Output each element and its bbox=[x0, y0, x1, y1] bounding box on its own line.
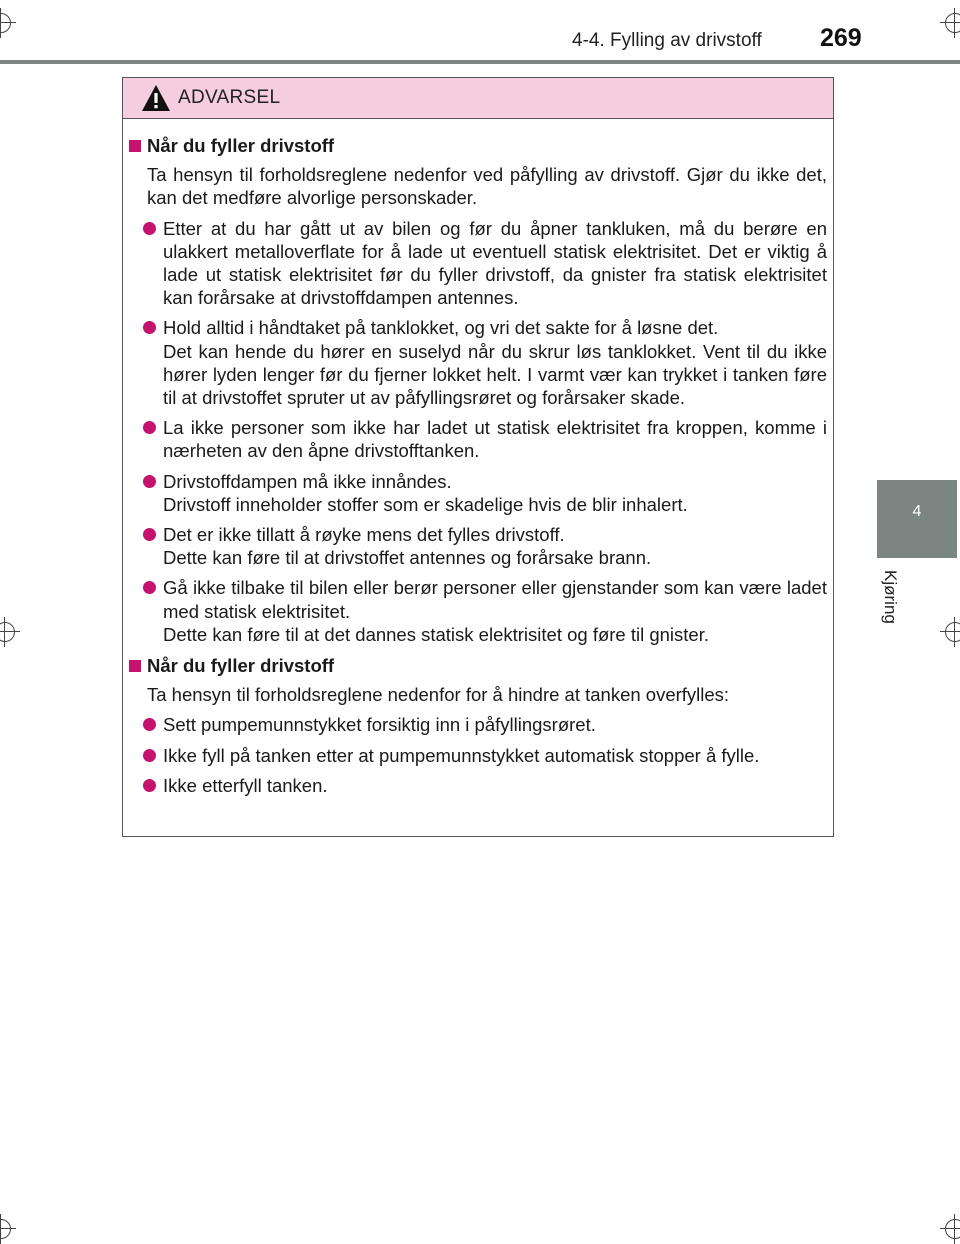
section-heading: Når du fyller drivstoff bbox=[129, 654, 827, 677]
crop-mark-bottom-right bbox=[940, 1214, 960, 1244]
crop-mark-top-right bbox=[940, 8, 960, 38]
circle-bullet-icon bbox=[143, 475, 156, 488]
warning-box bbox=[122, 77, 834, 837]
square-bullet-icon bbox=[129, 660, 141, 672]
list-item: Ikke etterfyll tanken. bbox=[129, 774, 827, 797]
chapter-label bbox=[878, 558, 902, 658]
header-rule bbox=[0, 60, 960, 64]
chapter-label-text: Kjøring bbox=[881, 570, 900, 624]
crop-mark-mid-right bbox=[940, 617, 960, 647]
list-item: La ikke personer som ikke har ladet ut statisk elektrisitet fra kroppen, komme i nærheten av den åpne drivstofftanken. bbox=[129, 416, 827, 462]
circle-bullet-icon bbox=[143, 718, 156, 731]
circle-bullet-icon bbox=[143, 779, 156, 792]
list-item: Hold alltid i håndtaket på tanklokket, og vri det sakte for å løsne det. Det kan hende du hører en suselyd når du skrur løs tanklokket. Vent til du ikke hører lyden lenger før du fjerner lokket helt. I varmt vær kan trykket i tanken føre til at drivstoffet spruter ut av påfyllingsrøret og forårsaker skade. bbox=[129, 316, 827, 409]
square-bullet-icon bbox=[129, 140, 141, 152]
page-number: 269 bbox=[820, 24, 862, 52]
circle-bullet-icon bbox=[143, 222, 156, 235]
circle-bullet-icon bbox=[143, 421, 156, 434]
list-item: Sett pumpemunnstykket forsiktig inn i påfyllingsrøret. bbox=[129, 713, 827, 736]
chapter-tab bbox=[877, 480, 957, 558]
section-heading: Når du fyller drivstoff bbox=[129, 134, 827, 157]
circle-bullet-icon bbox=[143, 581, 156, 594]
list-item: Ikke fyll på tanken etter at pumpemunnstykket automatisk stopper å fylle. bbox=[129, 744, 827, 767]
list-item: Det er ikke tillatt å røyke mens det fylles drivstoff. Dette kan føre til at drivstoffet antennes og forårsake brann. bbox=[129, 523, 827, 569]
warning-triangle-icon bbox=[141, 84, 171, 112]
list-item: Etter at du har gått ut av bilen og før du åpner tankluken, må du berøre en ulakkert metalloverflate for å lade ut eventuell statisk elektrisitet. Det er viktig å lade ut statisk elektrisitet før du fyller drivstoff, da gnister fra statisk elektrisitet kan forårsake at drivstoffdampen antennes. bbox=[129, 217, 827, 310]
warning-title: ADVARSEL bbox=[178, 87, 281, 108]
warning-header bbox=[123, 78, 833, 119]
list-item: Drivstoffdampen må ikke innåndes. Drivstoff inneholder stoffer som er skadelige hvis de blir inhalert. bbox=[129, 470, 827, 516]
circle-bullet-icon bbox=[143, 321, 156, 334]
chapter-number: 4 bbox=[912, 503, 922, 520]
section-intro: Ta hensyn til forholdsreglene nedenfor ved påfylling av drivstoff. Gjør du ikke det, kan det medføre alvorlige personskader. bbox=[147, 164, 827, 209]
circle-bullet-icon bbox=[143, 528, 156, 541]
crop-mark-mid-left bbox=[0, 617, 20, 647]
circle-bullet-icon bbox=[143, 749, 156, 762]
crop-mark-top-left bbox=[0, 8, 16, 38]
section-intro: Ta hensyn til forholdsreglene nedenfor for å hindre at tanken overfylles: bbox=[147, 684, 730, 706]
crop-mark-bottom-left bbox=[0, 1214, 16, 1244]
warning-content bbox=[129, 128, 827, 797]
list-item: Gå ikke tilbake til bilen eller berør personer eller gjenstander som kan være ladet med statisk elektrisitet. Dette kan føre til at det dannes statisk elektrisitet og føre til gnister. bbox=[129, 576, 827, 646]
section-title: 4-4. Fylling av drivstoff bbox=[572, 30, 762, 51]
